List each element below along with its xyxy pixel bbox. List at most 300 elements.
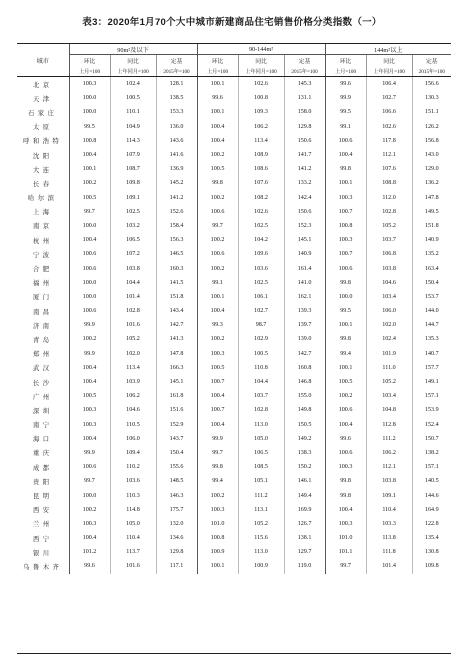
index-value: 140.9 [412, 233, 451, 247]
table-row [17, 134, 451, 148]
index-value: 99.9 [69, 318, 110, 332]
index-value: 102.5 [238, 276, 284, 290]
city-header: 城市 [17, 44, 69, 77]
city-name: 杭州 [32, 237, 53, 245]
index-value: 99.6 [325, 77, 366, 92]
index-value: 169.9 [284, 503, 325, 517]
city-name: 郑州 [32, 351, 53, 359]
index-value: 103.4 [366, 389, 412, 403]
index-value: 99.9 [325, 91, 366, 105]
index-value: 103.7 [238, 389, 284, 403]
index-value: 102.6 [238, 205, 284, 219]
index-value: 149.4 [284, 488, 325, 502]
table-row [17, 531, 451, 545]
index-value: 100.2 [325, 389, 366, 403]
index-value: 112.1 [366, 460, 412, 474]
index-value: 100.3 [69, 77, 110, 92]
group-header: 144m²以上 [325, 44, 451, 55]
index-value: 150.7 [412, 432, 451, 446]
index-value: 100.2 [69, 332, 110, 346]
index-value: 152.9 [156, 418, 197, 432]
index-value: 100.2 [69, 503, 110, 517]
index-value: 143.0 [412, 148, 451, 162]
table-row [17, 219, 451, 233]
price-index-table [17, 44, 451, 574]
index-value: 114.3 [110, 134, 156, 148]
index-value: 157.1 [412, 389, 451, 403]
index-value: 101.4 [110, 290, 156, 304]
base-header: 2015年=100 [156, 66, 197, 77]
index-value: 149.2 [284, 432, 325, 446]
index-value: 100.6 [197, 247, 238, 261]
index-value: 99.8 [325, 276, 366, 290]
index-value: 100.6 [325, 446, 366, 460]
index-value: 100.6 [69, 304, 110, 318]
table-row [17, 148, 451, 162]
index-value: 100.2 [197, 261, 238, 275]
index-value: 111.8 [366, 545, 412, 559]
index-value: 119.0 [284, 559, 325, 573]
index-value: 141.2 [284, 162, 325, 176]
index-value: 101.9 [366, 347, 412, 361]
index-value: 100.4 [69, 432, 110, 446]
index-value: 106.5 [238, 446, 284, 460]
index-value: 101.0 [197, 517, 238, 531]
city-name: 青岛 [32, 336, 53, 344]
index-value: 100.4 [69, 361, 110, 375]
base-header: 上月=100 [325, 66, 366, 77]
base-header: 上年同月=100 [110, 66, 156, 77]
index-value: 113.4 [110, 361, 156, 375]
index-value: 102.8 [110, 304, 156, 318]
index-value: 100.5 [69, 191, 110, 205]
base-header: 上月=100 [197, 66, 238, 77]
index-value: 161.8 [156, 389, 197, 403]
city-name: 石家庄 [28, 109, 58, 117]
table-row [17, 205, 451, 219]
index-value: 107.6 [238, 176, 284, 190]
index-value: 149.8 [284, 403, 325, 417]
index-value: 100.5 [197, 162, 238, 176]
base-header: 上年同月=100 [366, 66, 412, 77]
index-value: 102.6 [238, 77, 284, 92]
table-row [17, 545, 451, 559]
index-value: 111.0 [366, 361, 412, 375]
index-value: 104.9 [110, 120, 156, 134]
index-value: 99.1 [197, 276, 238, 290]
index-value: 100.4 [69, 233, 110, 247]
index-value: 102.6 [366, 120, 412, 134]
city-name: 昆明 [32, 493, 53, 501]
index-value: 152.6 [156, 205, 197, 219]
index-value: 99.8 [197, 460, 238, 474]
index-value: 100.4 [197, 418, 238, 432]
index-value: 100.3 [325, 460, 366, 474]
index-value: 99.4 [325, 347, 366, 361]
table-row [17, 290, 451, 304]
index-value: 109.4 [110, 446, 156, 460]
city-name: 北京 [32, 81, 53, 89]
index-value: 113.1 [238, 503, 284, 517]
index-value: 106.2 [110, 389, 156, 403]
index-value: 156.3 [156, 233, 197, 247]
city-name: 太原 [32, 124, 53, 132]
index-value: 148.5 [156, 474, 197, 488]
index-value: 100.3 [69, 418, 110, 432]
index-value: 99.8 [325, 474, 366, 488]
index-value: 111.2 [238, 488, 284, 502]
index-value: 135.3 [412, 332, 451, 346]
index-value: 104.4 [110, 276, 156, 290]
city-name: 济南 [32, 322, 53, 330]
index-value: 103.8 [110, 261, 156, 275]
index-value: 158.4 [156, 219, 197, 233]
index-value: 100.1 [197, 290, 238, 304]
index-value: 102.7 [238, 304, 284, 318]
index-value: 105.0 [238, 432, 284, 446]
city-name: 乌鲁木齐 [23, 563, 63, 571]
index-value: 138.1 [284, 531, 325, 545]
index-value: 113.4 [238, 134, 284, 148]
index-value: 103.7 [366, 233, 412, 247]
index-value: 106.6 [366, 105, 412, 119]
sub-header: 环比 [325, 55, 366, 67]
index-value: 100.6 [325, 261, 366, 275]
sub-header: 同比 [366, 55, 412, 67]
index-value: 100.3 [197, 503, 238, 517]
table-row [17, 247, 451, 261]
index-value: 112.8 [366, 418, 412, 432]
index-value: 112.1 [366, 148, 412, 162]
index-value: 100.7 [325, 247, 366, 261]
index-value: 141.6 [156, 148, 197, 162]
index-value: 164.9 [412, 503, 451, 517]
table-row [17, 403, 451, 417]
index-value: 100.6 [325, 134, 366, 148]
index-value: 100.1 [325, 176, 366, 190]
index-value: 104.6 [110, 403, 156, 417]
index-value: 106.2 [238, 120, 284, 134]
index-value: 100.0 [69, 290, 110, 304]
index-value: 113.0 [238, 418, 284, 432]
city-name: 成都 [32, 464, 53, 472]
index-value: 144.7 [412, 318, 451, 332]
index-value: 103.3 [366, 517, 412, 531]
index-value: 126.7 [284, 517, 325, 531]
index-value: 100.6 [325, 403, 366, 417]
index-value: 147.8 [156, 347, 197, 361]
index-value: 100.4 [325, 418, 366, 432]
index-value: 112.0 [366, 191, 412, 205]
index-value: 151.8 [412, 219, 451, 233]
index-value: 130.8 [412, 545, 451, 559]
bottom-rule [17, 653, 451, 654]
index-value: 100.9 [197, 545, 238, 559]
index-value: 141.5 [156, 276, 197, 290]
index-value: 109.1 [366, 488, 412, 502]
table-title: 表3：2020年1月70个大中城市新建商品住宅销售价格分类指数（一） [82, 17, 382, 28]
index-value: 100.1 [69, 162, 110, 176]
index-value: 110.4 [366, 503, 412, 517]
table-row [17, 105, 451, 119]
index-value: 106.1 [238, 290, 284, 304]
index-value: 155.6 [156, 460, 197, 474]
base-header: 2015年=100 [284, 66, 325, 77]
index-value: 100.8 [325, 219, 366, 233]
table-row [17, 503, 451, 517]
city-name: 南宁 [32, 422, 53, 430]
index-value: 102.5 [110, 205, 156, 219]
index-value: 158.0 [284, 105, 325, 119]
city-name: 大连 [32, 166, 53, 174]
index-value: 100.4 [69, 148, 110, 162]
index-value: 110.5 [110, 418, 156, 432]
index-value: 122.8 [412, 517, 451, 531]
sub-header: 环比 [197, 55, 238, 67]
index-value: 114.8 [110, 503, 156, 517]
index-value: 105.2 [110, 332, 156, 346]
index-value: 100.3 [197, 347, 238, 361]
index-value: 134.6 [156, 531, 197, 545]
index-value: 105.2 [366, 219, 412, 233]
index-value: 110.4 [110, 531, 156, 545]
sub-header: 定基 [156, 55, 197, 67]
index-value: 113.0 [238, 545, 284, 559]
index-value: 126.2 [412, 120, 451, 134]
index-value: 103.8 [366, 261, 412, 275]
index-value: 103.9 [110, 375, 156, 389]
table-row [17, 474, 451, 488]
index-value: 110.2 [110, 460, 156, 474]
index-value: 117.8 [366, 134, 412, 148]
index-value: 146.5 [156, 247, 197, 261]
index-value: 145.3 [284, 77, 325, 92]
index-value: 104.8 [366, 403, 412, 417]
group-header: 90m²及以下 [69, 44, 197, 55]
city-name: 重庆 [32, 450, 53, 458]
city-name: 武汉 [32, 365, 53, 373]
index-value: 99.4 [197, 474, 238, 488]
index-value: 99.7 [197, 446, 238, 460]
index-value: 102.7 [366, 91, 412, 105]
index-value: 102.0 [110, 347, 156, 361]
index-value: 100.1 [197, 559, 238, 573]
index-value: 131.1 [284, 91, 325, 105]
index-value: 102.5 [238, 219, 284, 233]
index-value: 150.4 [156, 446, 197, 460]
index-value: 108.8 [366, 176, 412, 190]
index-value: 135.4 [412, 531, 451, 545]
index-value: 145.1 [284, 233, 325, 247]
index-value: 151.8 [156, 290, 197, 304]
index-value: 155.0 [284, 389, 325, 403]
index-value: 100.4 [325, 148, 366, 162]
index-value: 150.2 [284, 460, 325, 474]
index-value: 141.2 [156, 191, 197, 205]
city-name: 广州 [32, 393, 53, 401]
index-value: 133.2 [284, 176, 325, 190]
index-value: 115.6 [238, 531, 284, 545]
index-value: 100.7 [325, 205, 366, 219]
index-value: 139.3 [284, 304, 325, 318]
city-name: 西安 [32, 507, 53, 515]
index-value: 100.5 [238, 347, 284, 361]
index-value: 136.2 [412, 176, 451, 190]
index-value: 106.0 [366, 304, 412, 318]
index-value: 103.6 [238, 261, 284, 275]
index-value: 100.4 [69, 531, 110, 545]
index-value: 105.2 [238, 517, 284, 531]
index-value: 109.8 [412, 559, 451, 573]
table-row [17, 418, 451, 432]
index-value: 99.8 [325, 162, 366, 176]
index-value: 100.3 [325, 191, 366, 205]
index-value: 153.9 [412, 403, 451, 417]
index-value: 105.1 [238, 474, 284, 488]
index-value: 99.9 [69, 347, 110, 361]
index-value: 99.7 [325, 559, 366, 573]
city-name: 厦门 [32, 294, 53, 302]
table-row [17, 432, 451, 446]
index-value: 100.6 [69, 247, 110, 261]
table-row [17, 389, 451, 403]
table-row [17, 318, 451, 332]
city-name: 呼和浩特 [23, 138, 63, 146]
index-value: 156.6 [412, 77, 451, 92]
table-row [17, 332, 451, 346]
index-value: 108.6 [238, 162, 284, 176]
index-value: 99.7 [69, 474, 110, 488]
table-row [17, 176, 451, 190]
index-value: 110.1 [110, 105, 156, 119]
index-value: 100.8 [197, 531, 238, 545]
table-row [17, 304, 451, 318]
city-name: 南京 [32, 223, 53, 231]
index-value: 99.6 [197, 91, 238, 105]
index-value: 100.0 [69, 105, 110, 119]
index-value: 130.3 [412, 91, 451, 105]
index-value: 101.4 [366, 559, 412, 573]
index-value: 141.0 [284, 276, 325, 290]
index-value: 98.7 [238, 318, 284, 332]
index-value: 129.8 [284, 120, 325, 134]
table-row [17, 347, 451, 361]
index-value: 100.6 [197, 205, 238, 219]
base-header: 上月=100 [69, 66, 110, 77]
index-value: 106.2 [366, 446, 412, 460]
index-value: 106.5 [110, 233, 156, 247]
index-value: 100.5 [325, 375, 366, 389]
sub-header: 环比 [69, 55, 110, 67]
table-row [17, 361, 451, 375]
index-value: 129.7 [284, 545, 325, 559]
index-value: 105.2 [366, 375, 412, 389]
index-value: 100.2 [197, 332, 238, 346]
index-value: 129.8 [156, 545, 197, 559]
index-value: 100.7 [197, 403, 238, 417]
index-value: 113.8 [366, 531, 412, 545]
index-value: 102.8 [238, 403, 284, 417]
index-value: 175.7 [156, 503, 197, 517]
index-value: 99.5 [325, 304, 366, 318]
index-value: 105.0 [110, 517, 156, 531]
index-value: 100.3 [325, 233, 366, 247]
index-value: 100.2 [69, 176, 110, 190]
index-value: 140.7 [412, 347, 451, 361]
index-value: 103.6 [110, 474, 156, 488]
index-value: 100.2 [197, 233, 238, 247]
index-value: 100.1 [197, 77, 238, 92]
index-value: 109.1 [110, 191, 156, 205]
index-value: 149.5 [412, 205, 451, 219]
index-value: 100.0 [325, 290, 366, 304]
table-row [17, 446, 451, 460]
index-value: 100.8 [69, 134, 110, 148]
index-value: 144.0 [412, 304, 451, 318]
index-value: 101.2 [69, 545, 110, 559]
index-value: 102.4 [366, 332, 412, 346]
index-value: 160.8 [284, 361, 325, 375]
table-row [17, 460, 451, 474]
index-value: 145.2 [156, 176, 197, 190]
index-value: 136.9 [156, 162, 197, 176]
table-row [17, 77, 451, 92]
index-value: 132.0 [156, 517, 197, 531]
index-value: 99.1 [325, 120, 366, 134]
index-value: 144.6 [412, 488, 451, 502]
index-value: 139.0 [284, 332, 325, 346]
index-value: 99.5 [325, 105, 366, 119]
city-name: 南昌 [32, 308, 53, 316]
city-name: 深圳 [32, 407, 53, 415]
group-header: 90-144m² [197, 44, 325, 55]
index-value: 151.1 [412, 105, 451, 119]
index-value: 99.7 [197, 219, 238, 233]
index-value: 163.4 [412, 261, 451, 275]
index-value: 99.8 [325, 332, 366, 346]
city-name: 沈阳 [32, 152, 53, 160]
index-value: 141.3 [156, 332, 197, 346]
table-row [17, 559, 451, 573]
index-value: 129.0 [412, 162, 451, 176]
index-value: 166.3 [156, 361, 197, 375]
index-value: 138.2 [412, 446, 451, 460]
index-value: 100.4 [197, 120, 238, 134]
index-value: 99.9 [69, 446, 110, 460]
index-value: 150.6 [284, 134, 325, 148]
index-value: 110.3 [110, 488, 156, 502]
index-value: 139.7 [284, 318, 325, 332]
city-name: 宁波 [32, 251, 53, 259]
index-value: 100.2 [197, 488, 238, 502]
index-value: 100.5 [69, 389, 110, 403]
base-header: 2015年=100 [412, 66, 451, 77]
base-header: 上年同月=100 [238, 66, 284, 77]
index-value: 100.9 [238, 559, 284, 573]
index-value: 100.4 [197, 134, 238, 148]
sub-header: 同比 [238, 55, 284, 67]
city-name: 长春 [32, 180, 53, 188]
index-value: 152.3 [284, 219, 325, 233]
index-value: 108.5 [238, 460, 284, 474]
index-value: 106.8 [366, 247, 412, 261]
index-value: 138.3 [284, 446, 325, 460]
index-value: 99.9 [197, 432, 238, 446]
index-value: 149.1 [412, 375, 451, 389]
index-value: 100.7 [197, 375, 238, 389]
table-row [17, 261, 451, 275]
index-value: 146.8 [284, 375, 325, 389]
